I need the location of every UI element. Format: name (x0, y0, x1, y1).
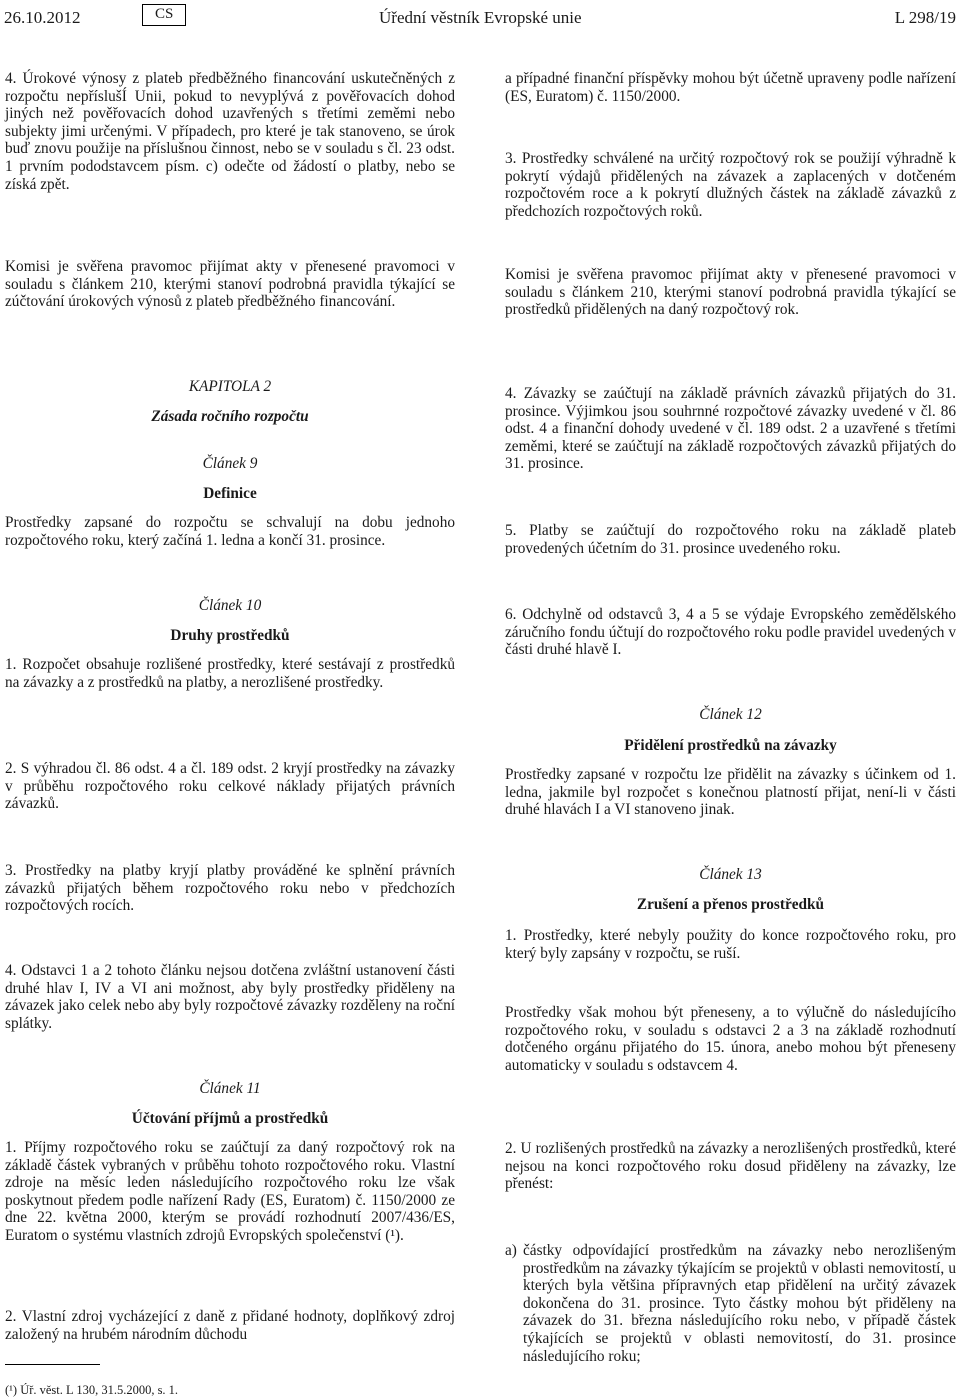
paragraph-delegated-acts-interest: Komisi je svěřena pravomoc přijímat akty v přenesené pravomoci v souladu s článkem 210, kterými stanoví podrobná pravidla týkající se zúčtování úrokových výnosů z plateb předběžného financování. (5, 258, 455, 311)
article-10-paragraph-2: 2. S výhradou čl. 86 odst. 4 a čl. 189 odst. 2 kryjí prostředky na závazky v průběhu rozpočtového roku celkové náklady přijatých právních závazků. (5, 760, 455, 813)
chapter-number: KAPITOLA 2 (188, 378, 272, 395)
article-13-number: Článek 13 (699, 866, 762, 883)
article-9-title: Definice (203, 485, 257, 502)
language-badge: CS (142, 4, 186, 26)
list-item-a-label: a) (505, 1242, 517, 1259)
paragraph-3-appropriations: 3. Prostředky schválené na určitý rozpočtový rok se použijí výhradně k pokrytí výdajů přidělených na závazek a zaplacených v dotčeném rozpočtovém roce a k pokrytí dlužných částek na základě závazků z předchozích rozpočtových roků. (505, 150, 956, 220)
article-13-title: Zrušení a přenos prostředků (636, 896, 825, 913)
article-10-paragraph-3: 3. Prostředky na platby kryjí platby prováděné ke splnění právních závazků přijatých během rozpočtového roku nebo v předchozích rozpočtových rocích. (5, 862, 455, 915)
article-10-title: Druhy prostředků (170, 627, 290, 644)
paragraph-continuation: a případné finanční příspěvky mohou být účetně upraveny podle nařízení (ES, Euratom) č. 1150/2000. (505, 70, 956, 105)
chapter-title: Zásada ročního rozpočtu (151, 408, 309, 425)
article-11-paragraph-2: 2. Vlastní zdroj vycházející z daně z přidané hodnoty, doplňkový zdroj založený na hrubém národním důchodu (5, 1308, 455, 1343)
journal-title: Úřední věstník Evropské unie (379, 8, 582, 27)
paragraph-delegated-acts-appropriations: Komisi je svěřena pravomoc přijímat akty v přenesené pravomoci v souladu s článkem 210, kterými stanoví podrobná pravidla týkající se prostředků přidělených na daný rozpočtový rok. (505, 266, 956, 319)
article-10-paragraph-4: 4. Odstavci 1 a 2 tohoto článku nejsou dotčena zvláštní ustanovení části druhé hlav I, IV a VI ani možnost, aby byly prostředky přiděleny na závazek jako celek nebo aby byly rozpočtové závazky rozděleny na roční splátky. (5, 962, 455, 1032)
page-header (4, 4, 956, 30)
article-9-text: Prostředky zapsané do rozpočtu se schvalují na dobu jednoho rozpočtového roku, který začíná 1. ledna a končí 31. prosince. (5, 514, 455, 549)
paragraph-4-commitments: 4. Závazky se zaúčtují na základě právních závazků přijatých do 31. prosince. Výjimkou jsou souhrnné rozpočtové závazky uvedené v čl. 86 odst. 4 a finanční dohody uvedené v čl. 189 odst. 2 a uzavřené s třetími zeměmi, které se zaúčtují na základě rozpočtových závazků přijatých do 31. prosince. (505, 385, 956, 473)
paragraph-4-interest: 4. Úrokové výnosy z plateb předběžného financování uskutečněných z rozpočtu nepříslušÍ Unii, pokud to nevyplývá z pověřovacích dohod jiných než pověřovacích dohod uzavřených s třetími zeměmi nebo subjekty jimi určenými. V případech, pro které je tak stanoveno, se úrok buď znovu použije na příslušnou činnost, nebo se v souladu s čl. 23 odst. 1 prvním pododstavcem písm. c) odečte od žádostí o platby, nebo se získá zpět. (5, 70, 455, 193)
article-12-number: Článek 12 (699, 706, 762, 723)
article-13-paragraph-2: 2. U rozlišených prostředků na závazky a nerozlišených prostředků, které nejsou na konci rozpočtového roku dosud přiděleny na závazky, lze přenést: (505, 1140, 956, 1193)
article-11-number: Článek 11 (199, 1080, 261, 1097)
list-item-a (505, 1242, 956, 1365)
article-11-paragraph-1: 1. Příjmy rozpočtového roku se zaúčtují za daný rozpočtový rok na základě částek vybraných v průběhu tohoto rozpočtového roku. Vlastní zdroje na měsíc leden následujícího rozpočtového roku lze však poskytnout předem podle nařízení Rady (ES, Euratom) č. 1150/2000 ze dne 22. května 2000, kterým se provádí rozhodnutí 2007/436/ES, Euratom o systému vlastních zdrojů Evropských společenství (¹). (5, 1139, 455, 1244)
article-9-number: Článek 9 (202, 455, 258, 472)
article-12-text: Prostředky zapsané v rozpočtu lze přidělit na závazky s účinkem od 1. ledna, jakmile byl rozpočet s konečnou platností přijat, není-li v části druhé hlavách I a VI stanoveno jinak. (505, 766, 956, 819)
article-12-title: Přidělení prostředků na závazky (624, 737, 837, 754)
header-date: 26.10.2012 (4, 8, 81, 27)
article-13-paragraph-1: 1. Prostředky, které nebyly použity do konce rozpočtového roku, pro který byly zapsány v rozpočtu, se ruší. (505, 927, 956, 962)
article-10-number: Článek 10 (198, 597, 262, 614)
article-13-paragraph-1-second: Prostředky však mohou být přeneseny, a to výlučně do následujícího rozpočtového roku, v souladu s odstavci 2 a 3 na základě rozhodnutí dotčeného orgánu přijatého do 15. února, anebo mohou být přeneseny automaticky v souladu s odstavcem 4. (505, 1004, 956, 1074)
list-item-a-text: částky odpovídající prostředkům na závazky nebo nerozlišeným prostředkům na závazky týkajícím se projektů v oblasti nemovitostí, u kterých byla většina přípravných etap přidělení na určitý závazek dokončena do 31. prosince. Tyto částky mohou být přiděleny na závazek do 31. března následujícího roku nebo, v případě částek týkajících se projektů v oblasti nemovitostí, do 31. prosince následujícího roku; (523, 1242, 956, 1365)
paragraph-5-payments: 5. Platby se zaúčtují do rozpočtového roku na základě plateb provedených účetním do 31. prosince uvedeného roku. (505, 522, 956, 557)
footnote-1: (¹) Úř. věst. L 130, 31.5.2000, s. 1. (5, 1382, 179, 1397)
article-11-title: Účtování příjmů a prostředků (131, 1110, 329, 1127)
footnote-rule (5, 1364, 100, 1365)
page-reference: L 298/19 (894, 8, 956, 27)
paragraph-6-eagf: 6. Odchylně od odstavců 3, 4 a 5 se výdaje Evropského zemědělského záručního fondu účtují do rozpočtového roku podle pravidel uvedených v části druhé hlavě I. (505, 606, 956, 659)
article-10-paragraph-1: 1. Rozpočet obsahuje rozlišené prostředky, které sestávají z prostředků na závazky a z prostředků na platby, a nerozlišené prostředky. (5, 656, 455, 691)
